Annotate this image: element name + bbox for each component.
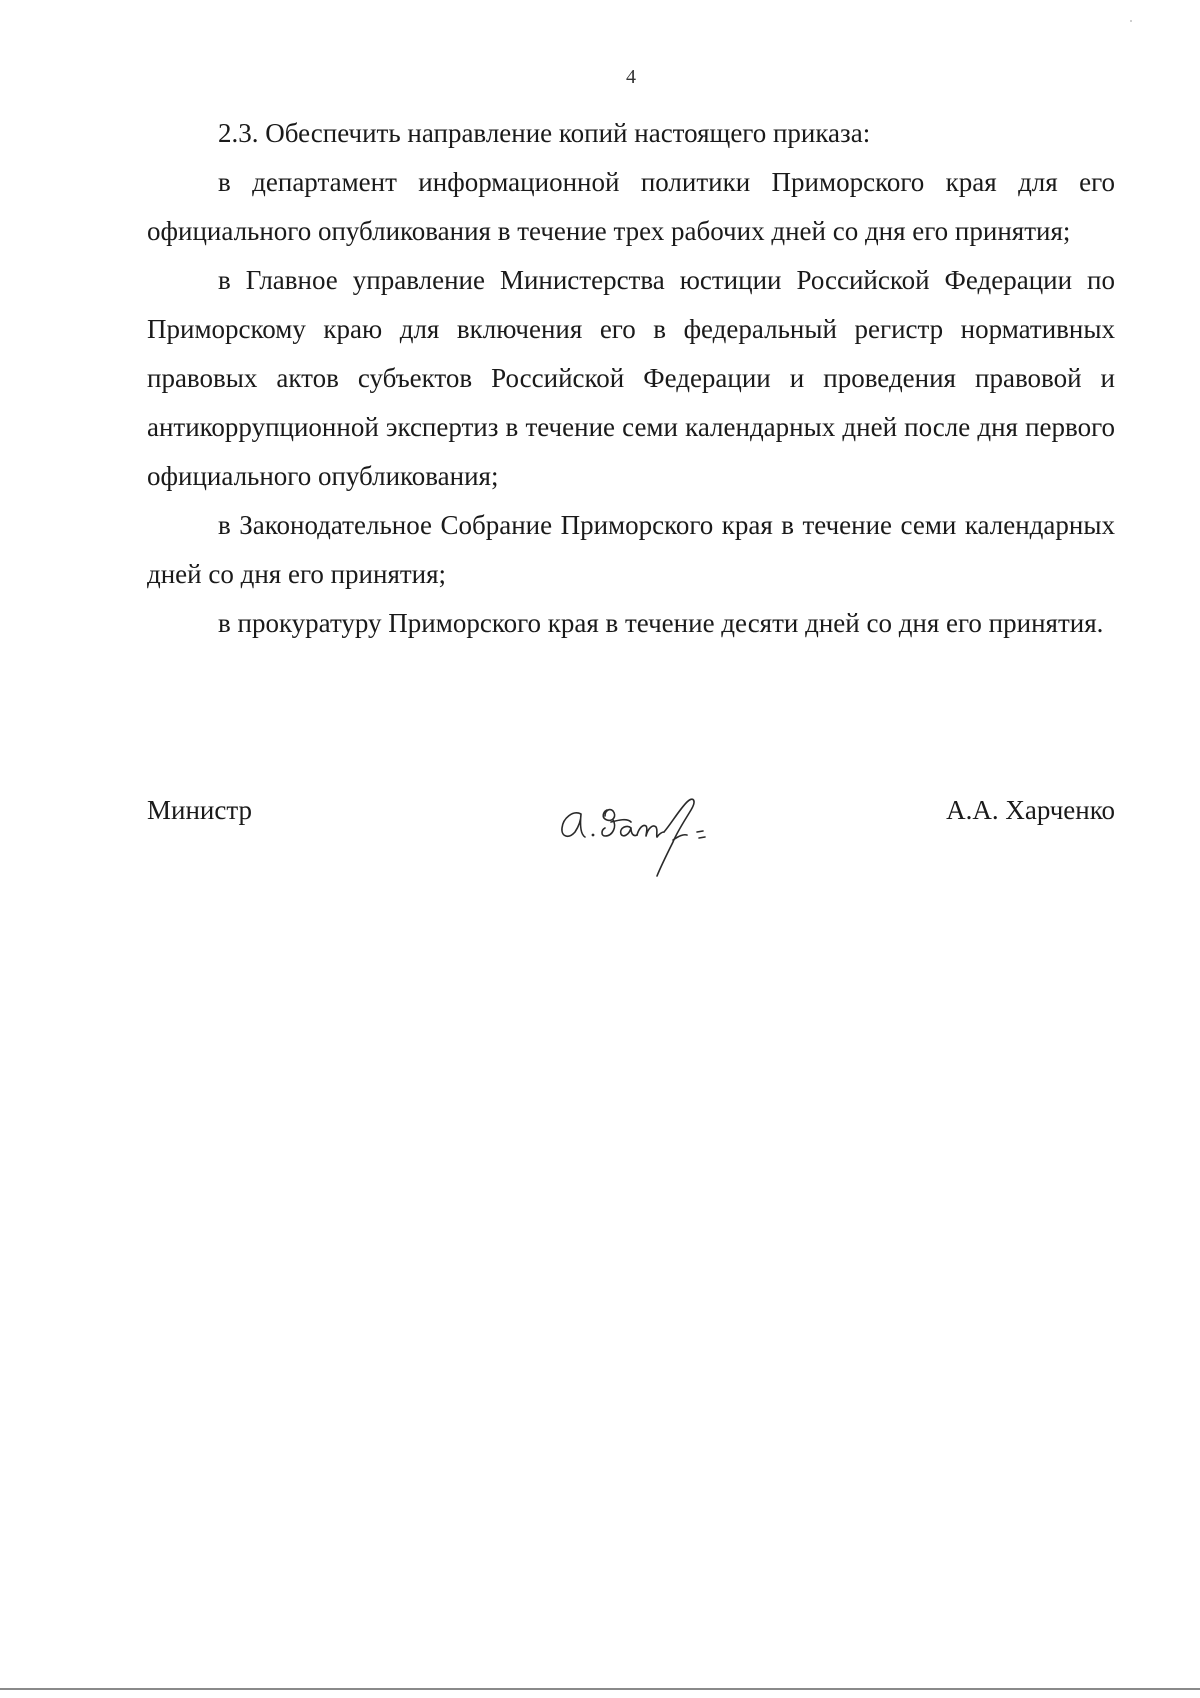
signature-block — [147, 780, 1115, 860]
page-number: 4 — [626, 66, 636, 88]
handwritten-signature — [547, 780, 757, 880]
page-bottom-edge — [0, 1688, 1200, 1690]
signatory-name: А.А. Харченко — [946, 795, 1115, 825]
paragraph-ministry-of-justice: в Главное управление Министерства юстиции Российской Федерации по Приморскому краю для включения его в федеральный регистр нормативных правовых актов субъектов Российской Федерации и проведения правовой и антикоррупционной экспертиз в течение семи календарных дней после дня первого официального опубликования; — [147, 265, 1115, 491]
paragraph-item-2-3: 2.3. Обеспечить направление копий настоящего приказа: — [218, 118, 871, 148]
paragraph-prosecutor-office: в прокуратуру Приморского края в течение десяти дней со дня его принятия. — [218, 608, 1104, 638]
paragraph-information-policy-dept: в департамент информационной политики Приморского края для его официального опубликования в течение трех рабочих дней со дня его принятия; — [147, 167, 1115, 246]
signatory-title: Министр — [147, 795, 252, 825]
document-body — [147, 109, 1115, 648]
paragraph-legislative-assembly: в Законодательное Собрание Приморского края в течение семи календарных дней со дня его принятия; — [147, 510, 1115, 589]
scan-artifact — [1130, 20, 1132, 22]
